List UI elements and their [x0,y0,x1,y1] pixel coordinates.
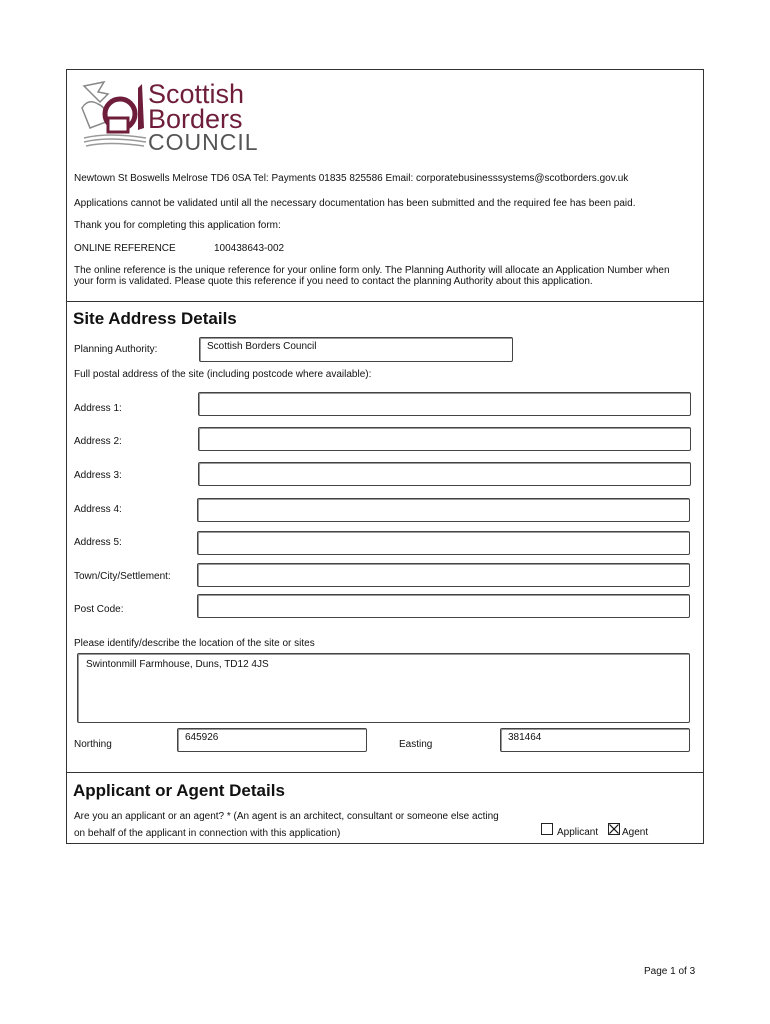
online-reference-label: ONLINE REFERENCE [74,243,176,254]
section-divider [66,772,704,773]
agent-checkbox[interactable] [608,823,620,835]
logo-text-council: COUNCIL [148,129,259,155]
applicant-question-line1: Are you an applicant or an agent? * (An agent is an architect, consultant or someone else acting [74,811,499,822]
thanks-note: Thank you for completing this application form: [74,220,281,231]
address3-label: Address 3: [74,470,122,481]
easting-field[interactable]: 381464 [500,728,690,752]
page-number: Page 1 of 3 [644,966,696,977]
validation-note: Applications cannot be validated until all the necessary documentation has been submitted and the required fee has been paid. [74,198,636,209]
northing-field[interactable]: 645926 [177,728,367,752]
applicant-checkbox[interactable] [541,823,553,835]
address2-field[interactable] [198,427,691,451]
address1-field[interactable] [198,392,691,416]
postal-address-intro: Full postal address of the site (including postcode where available): [74,369,372,380]
address4-label: Address 4: [74,504,122,515]
council-crest-icon [78,78,148,150]
address5-label: Address 5: [74,537,122,548]
easting-label: Easting [399,739,433,750]
northing-label: Northing [74,739,112,750]
town-field[interactable] [197,563,690,587]
location-prompt: Please identify/describe the location of the site or sites [74,638,315,649]
contact-line: Newtown St Boswells Melrose TD6 0SA Tel: Payments 01835 825586 Email: corporatebusinesssystems@scotborders.gov.uk [74,173,629,184]
address5-field[interactable] [197,531,690,555]
section-divider [66,301,704,302]
logo-text-scottish: Scottish [148,79,245,109]
site-address-heading: Site Address Details [73,309,237,328]
postcode-label: Post Code: [74,604,124,615]
address3-field[interactable] [198,462,691,486]
logo-text-borders: Borders [148,104,243,134]
agent-option-label: Agent [622,827,649,838]
planning-authority-label: Planning Authority: [74,344,158,355]
reference-note-line2: your form is validated. Please quote this reference if you need to contact the planning Authority about this application. [74,276,593,287]
planning-authority-field[interactable]: Scottish Borders Council [199,337,513,362]
applicant-agent-heading: Applicant or Agent Details [73,781,285,800]
town-label: Town/City/Settlement: [74,571,171,582]
checkbox-cross-icon [609,824,619,834]
reference-note-line1: The online reference is the unique reference for your online form only. The Planning Authority will allocate an Application Number when [74,265,670,276]
address2-label: Address 2: [74,436,122,447]
postcode-field[interactable] [197,594,690,618]
address4-field[interactable] [197,498,690,522]
applicant-question-line2: on behalf of the applicant in connection with this application) [74,828,341,839]
location-description-field[interactable]: Swintonmill Farmhouse, Duns, TD12 4JS [77,653,690,723]
applicant-option-label: Applicant [557,827,599,838]
online-reference-value: 100438643-002 [214,243,285,254]
address1-label: Address 1: [74,403,122,414]
